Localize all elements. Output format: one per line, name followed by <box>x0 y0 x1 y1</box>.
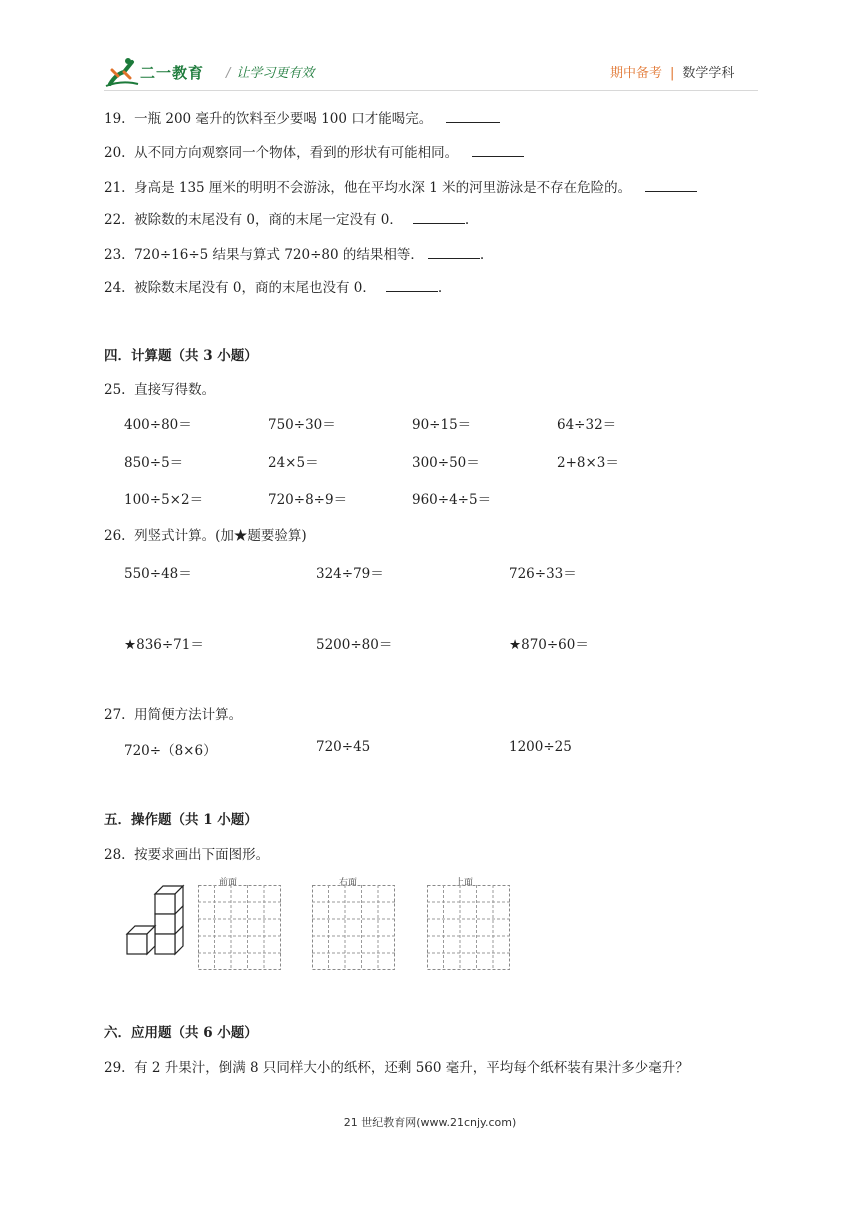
question-text: 被除数末尾没有 0，商的末尾也没有 0． <box>134 280 376 296</box>
answer-blank[interactable] <box>428 246 480 259</box>
question-text: 被除数的末尾没有 0，商的末尾一定没有 0． <box>134 212 403 228</box>
question-text: 720÷16÷5 结果与算式 720÷80 的结果相等． <box>134 247 424 263</box>
question-number: 24. <box>104 280 126 296</box>
period: . <box>437 280 443 296</box>
cube-stack-figure <box>124 882 188 962</box>
period: . <box>464 212 470 228</box>
grid-right[interactable] <box>312 885 396 971</box>
calc-item: 550÷48＝ <box>124 566 192 582</box>
section-title-calculation: 四．计算题（共 3 小题） <box>104 348 258 364</box>
answer-blank[interactable] <box>446 110 500 123</box>
calc-item: ★836÷71＝ <box>124 637 204 653</box>
runner-logo-icon <box>104 54 140 90</box>
question-number: 19. <box>104 111 126 127</box>
calc-item: 24×5＝ <box>268 455 319 471</box>
question-text: 直接写得数。 <box>134 382 216 398</box>
question-text: 按要求画出下面图形。 <box>134 847 270 863</box>
grid-top[interactable] <box>427 885 511 971</box>
question-number: 22. <box>104 212 126 228</box>
calc-item: 100÷5×2＝ <box>124 492 204 508</box>
question-text: 一瓶 200 毫升的饮料至少要喝 100 口才能喝完。 <box>134 111 433 127</box>
question-number: 27. <box>104 707 126 723</box>
logo <box>104 54 214 90</box>
question-number: 20. <box>104 145 126 161</box>
calc-item: 400÷80＝ <box>124 417 192 433</box>
question-27 <box>104 703 242 723</box>
page-footer: 21 世纪教育网(www.21cnjy.com) <box>343 1116 517 1129</box>
slogan-text: 让学习更有效 <box>236 66 315 81</box>
question-22 <box>104 208 469 228</box>
question-number: 25. <box>104 382 126 398</box>
question-29 <box>104 1056 689 1076</box>
calc-item: 64÷32＝ <box>557 417 617 433</box>
question-19 <box>104 107 500 127</box>
calc-item: 2+8×3＝ <box>557 455 619 471</box>
header-rule <box>104 90 758 91</box>
answer-blank[interactable] <box>645 179 697 192</box>
question-number: 26. <box>104 528 126 544</box>
question-text: 身高是 135 厘米的明明不会游泳，他在平均水深 1 米的河里游泳是不存在危险的。 <box>134 180 632 196</box>
calc-item: 960÷4÷5＝ <box>412 492 492 508</box>
question-25 <box>104 378 215 398</box>
question-number: 23. <box>104 247 126 263</box>
calc-item: 1200÷25 <box>509 739 572 755</box>
calc-item: 720÷（8×6） <box>124 743 217 759</box>
calc-item: 324÷79＝ <box>316 566 384 582</box>
answer-blank[interactable] <box>413 211 465 224</box>
calc-item: 720÷45 <box>316 739 371 755</box>
calc-item: 850÷5＝ <box>124 455 184 471</box>
calc-item: 90÷15＝ <box>412 417 472 433</box>
calc-item: 300÷50＝ <box>412 455 480 471</box>
subject-tag: 数学学科 <box>682 66 735 81</box>
grid-label-front: 前面 <box>219 878 238 888</box>
question-20 <box>104 141 524 161</box>
header-tags <box>610 62 734 81</box>
grid-label-right: 右面 <box>339 878 358 888</box>
exam-tag: 期中备考 <box>610 66 663 81</box>
question-24 <box>104 276 442 296</box>
answer-blank[interactable] <box>386 279 438 292</box>
grid-front[interactable] <box>198 885 282 971</box>
question-number: 28. <box>104 847 126 863</box>
question-text: 用简便方法计算。 <box>134 707 243 723</box>
slogan: / 让学习更有效 <box>226 66 315 81</box>
logo-text: 二一教育 <box>140 64 205 82</box>
question-number: 21. <box>104 180 126 196</box>
section-title-operation: 五．操作题（共 1 小题） <box>104 812 258 828</box>
calc-item: ★870÷60＝ <box>509 637 589 653</box>
question-text: 有 2 升果汁，倒满 8 只同样大小的纸杯，还剩 560 毫升，平均每个纸杯装有果汁多少毫升？ <box>134 1060 689 1076</box>
header-divider: | <box>670 66 675 81</box>
grid-label-top: 上面 <box>455 878 474 888</box>
section-title-application: 六．应用题（共 6 小题） <box>104 1025 258 1041</box>
question-26 <box>104 524 307 544</box>
calc-item: 750÷30＝ <box>268 417 336 433</box>
calc-item: 5200÷80＝ <box>316 637 393 653</box>
question-text: 列竖式计算。(加★题要验算) <box>134 528 307 544</box>
question-text: 从不同方向观察同一个物体，看到的形状有可能相同。 <box>134 145 459 161</box>
period: . <box>479 247 485 263</box>
question-23 <box>104 243 484 263</box>
calc-item: 720÷8÷9＝ <box>268 492 348 508</box>
question-number: 29. <box>104 1060 126 1076</box>
calc-item: 726÷33＝ <box>509 566 577 582</box>
question-28 <box>104 843 269 863</box>
answer-blank[interactable] <box>472 144 524 157</box>
question-21 <box>104 176 697 196</box>
